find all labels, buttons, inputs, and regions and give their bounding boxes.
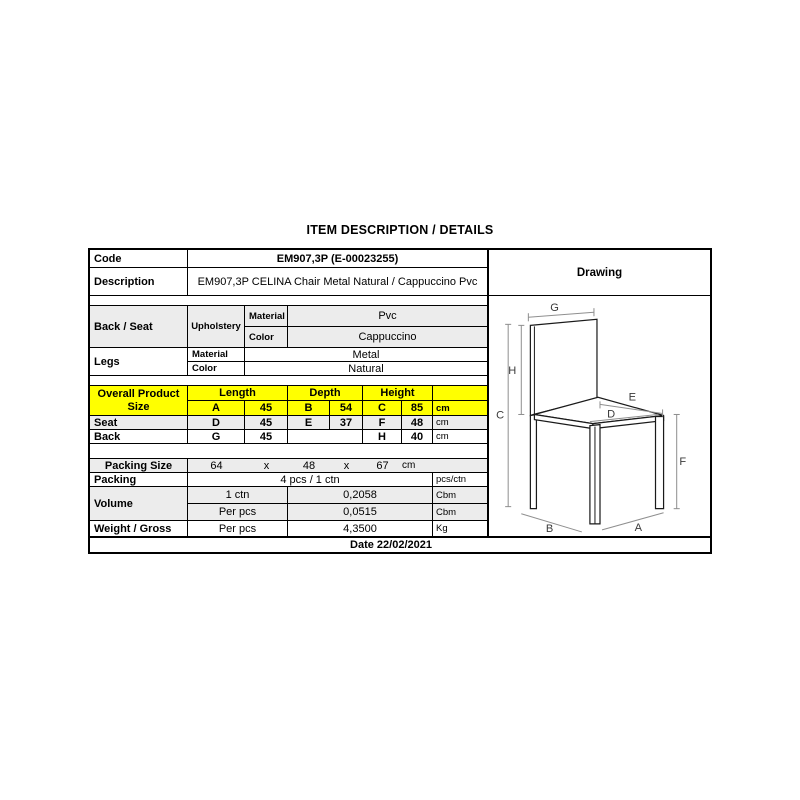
overall-size-header <box>90 386 487 416</box>
weight-label: Weight / Gross <box>90 521 188 536</box>
packing-dim1: 64 <box>188 459 245 472</box>
length-header: Length <box>188 386 288 400</box>
packing-dim3: 67 <box>363 459 402 472</box>
volume-value-1: 0,2058 <box>288 487 433 503</box>
seat-height-key: F <box>363 416 402 429</box>
overall-unit: cm <box>433 401 487 415</box>
seat-length-key: D <box>188 416 245 429</box>
table-body <box>90 250 710 536</box>
back-seat-row <box>90 306 487 348</box>
dim-label-d: D <box>607 408 616 421</box>
dim-line-g <box>528 312 594 317</box>
seat-unit: cm <box>433 416 487 429</box>
packing-row <box>90 473 487 487</box>
back-seat-color-row <box>245 327 487 347</box>
volume-label: Volume <box>90 487 188 520</box>
seat-height-value: 48 <box>402 416 433 429</box>
legs-material-value: Metal <box>352 348 380 361</box>
back-length-key: G <box>188 430 245 443</box>
overall-length-key: A <box>188 401 245 415</box>
code-value: EM907,3P (E-00023255) <box>276 252 399 265</box>
back-seat-material-row <box>245 306 487 327</box>
packing-dim-unit: cm <box>402 459 433 472</box>
weight-value: 4,3500 <box>288 521 433 536</box>
description-label: Description <box>90 268 188 295</box>
volume-unit-2: Cbm <box>433 504 487 520</box>
drawing-header: Drawing <box>489 250 710 296</box>
legs-row <box>90 348 487 376</box>
packing-dim2: 48 <box>288 459 330 472</box>
volume-row <box>90 487 487 521</box>
packing-value: 4 pcs / 1 ctn <box>188 473 433 486</box>
back-unit: cm <box>436 431 449 442</box>
volume-value-2: 0,0515 <box>288 504 433 520</box>
overall-length-value: 45 <box>245 401 288 415</box>
overall-product-size-label: Overall Product Size <box>90 386 188 415</box>
back-label: Back <box>90 430 188 443</box>
seat-depth-key: E <box>288 416 330 429</box>
back-seat-color-value: Cappuccino <box>288 327 487 347</box>
back-seat-material-value: Pvc <box>288 306 487 326</box>
volume-qty-1: 1 ctn <box>188 487 288 503</box>
dim-label-e: E <box>628 391 637 404</box>
material-label: Material <box>188 348 245 361</box>
description-value: EM907,3P CELINA Chair Metal Natural / Cappuccino Pvc <box>197 275 478 288</box>
dimension-header-row <box>188 386 487 401</box>
code-row <box>90 250 487 268</box>
drawing-area <box>489 296 710 536</box>
back-height-key: H <box>363 430 402 443</box>
dim-label-a: A <box>634 521 643 534</box>
overall-height-key: C <box>363 401 402 415</box>
weight-unit: Kg <box>436 523 448 534</box>
spacer-row <box>90 296 487 306</box>
seat-length-value: 45 <box>245 416 288 429</box>
spacer-row <box>90 444 487 459</box>
packing-label: Packing <box>90 473 188 486</box>
color-label: Color <box>245 327 288 347</box>
seat-label: Seat <box>90 416 188 429</box>
depth-header: Depth <box>288 386 363 400</box>
volume-pcs-row <box>188 504 487 520</box>
seat-depth-value: 37 <box>330 416 363 429</box>
legs-color-value: Natural <box>348 362 384 375</box>
volume-qty-2: Per pcs <box>188 504 288 520</box>
spec-table <box>88 248 712 554</box>
chair-rear-leg <box>530 414 536 508</box>
dim-label-c: C <box>496 409 505 422</box>
dim-label-g: G <box>550 302 559 315</box>
packing-size-label: Packing Size <box>90 459 188 472</box>
dim-line-a <box>602 513 664 530</box>
overall-height-value: 85 <box>402 401 433 415</box>
chair-right-leg <box>656 417 664 509</box>
back-depth-empty <box>288 430 363 443</box>
chair-drawing <box>489 296 710 536</box>
color-label: Color <box>188 362 245 375</box>
packing-unit: pcs/ctn <box>436 474 467 485</box>
back-seat-label: Back / Seat <box>90 306 188 347</box>
weight-row <box>90 521 487 536</box>
spacer-row <box>90 376 487 386</box>
drawing-section <box>489 250 710 536</box>
volume-unit-1: Cbm <box>433 487 487 503</box>
weight-qty: Per pcs <box>188 521 288 536</box>
date-value: Date 22/02/2021 <box>350 539 432 551</box>
packing-sep2: x <box>330 459 363 472</box>
description-row <box>90 268 487 296</box>
back-size-row <box>90 430 487 444</box>
back-height-value: 40 <box>402 430 433 443</box>
volume-ctn-row <box>188 487 487 504</box>
back-length-value: 45 <box>245 430 288 443</box>
legs-material-row <box>188 348 487 362</box>
dim-label-h: H <box>508 364 517 377</box>
overall-depth-key: B <box>288 401 330 415</box>
code-label: Code <box>90 250 188 267</box>
date-row <box>90 536 710 552</box>
overall-size-values-row <box>188 401 487 415</box>
seat-size-row <box>90 416 487 430</box>
details-section <box>90 250 489 536</box>
packing-size-row <box>90 459 487 473</box>
dim-label-f: F <box>679 456 687 469</box>
page-title: ITEM DESCRIPTION / DETAILS <box>306 223 494 237</box>
legs-color-row <box>188 362 487 375</box>
dim-label-b: B <box>545 522 554 535</box>
upholstery-label: Upholstery <box>188 306 245 347</box>
legs-label: Legs <box>90 348 188 375</box>
packing-sep1: x <box>245 459 288 472</box>
material-label: Material <box>245 306 288 326</box>
overall-depth-value: 54 <box>330 401 363 415</box>
height-header: Height <box>363 386 433 400</box>
